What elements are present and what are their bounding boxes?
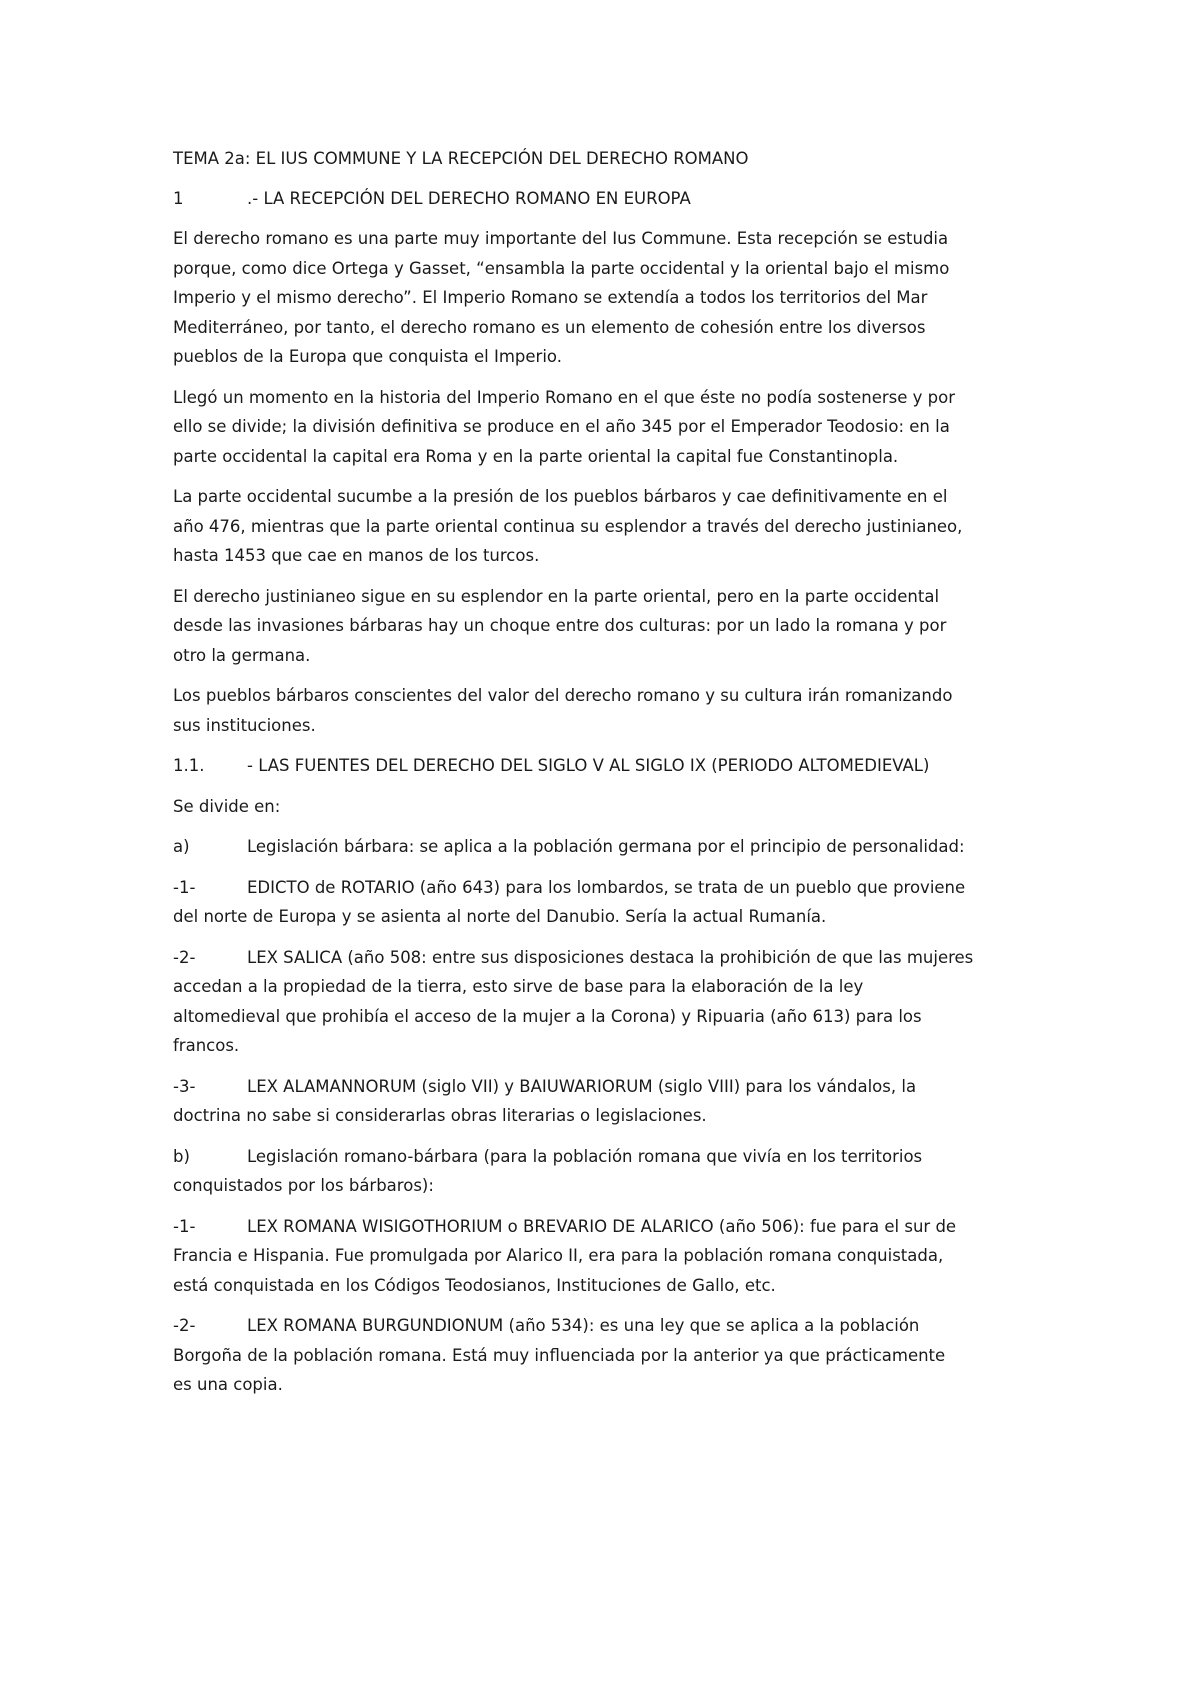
list-item-line: LEX SALICA (año 508: entre sus disposiciones destaca la prohibición de que las mujeres (247, 947, 974, 967)
paragraph-line: Los pueblos bárbaros conscientes del valor del derecho romano y su cultura irán romanizando (173, 686, 953, 705)
paragraph-line: Imperio y el mismo derecho”. El Imperio Romano se extendía a todos los territorios del Mar (173, 288, 928, 307)
section-number: 1 (173, 188, 184, 208)
list-item-line: del norte de Europa y se asienta al norte del Danubio. Sería la actual Rumanía. (173, 907, 827, 926)
list-item-line: conquistados por los bárbaros): (173, 1176, 434, 1195)
paragraph-line: hasta 1453 que cae en manos de los turcos. (173, 546, 540, 565)
list-item-line: está conquistada en los Códigos Teodosianos, Instituciones de Gallo, etc. (173, 1275, 776, 1295)
list-item-line: es una copia. (173, 1375, 283, 1394)
list-item-line: doctrina no sabe si considerarlas obras literarias o legislaciones. (173, 1106, 707, 1125)
list-item (173, 1072, 1080, 1131)
list-item (173, 1142, 1080, 1201)
paragraph-line: ello se divide; la división definitiva se produce en el año 345 por el Emperador Teodosio: en la (173, 417, 950, 436)
paragraph-line: Mediterráneo, por tanto, el derecho romano es un elemento de cohesión entre los diversos (173, 317, 926, 337)
paragraph-line: otro la germana. (173, 645, 311, 665)
section-heading-1-1 (173, 751, 1080, 781)
list-marker: -1- (173, 1216, 196, 1236)
list-item-line: Borgoña de la población romana. Está muy influenciada por la anterior ya que prácticamente (173, 1345, 946, 1365)
paragraph-line: parte occidental la capital era Roma y en la parte oriental la capital fue Constantinopla. (173, 446, 899, 466)
list-item (173, 832, 1080, 862)
divide-text: Se divide en: (173, 796, 281, 816)
list-marker: -3- (173, 1076, 196, 1096)
list-item-line: EDICTO de ROTARIO (año 643) para los lombardos, se trata de un pueblo que proviene (247, 877, 966, 897)
paragraph-line: El derecho romano es una parte muy importante del Ius Commune. Esta recepción se estudia (173, 229, 949, 248)
list-item-line: francos. (173, 1036, 240, 1055)
paragraph-line: pueblos de la Europa que conquista el Imperio. (173, 347, 562, 366)
list-item-line: LEX ALAMANNORUM (siglo VII) y BAIUWARIORUM (siglo VIII) para los vándalos, la (247, 1076, 917, 1096)
paragraph-line: porque, como dice Ortega y Gasset, “ensambla la parte occidental y la oriental bajo el mismo (173, 258, 950, 278)
document-title: TEMA 2a: EL IUS COMMUNE Y LA RECEPCIÓN DEL DERECHO ROMANO (173, 149, 749, 168)
list-item (173, 873, 1080, 932)
paragraph (173, 224, 1080, 372)
section-number: 1.1. (173, 756, 205, 775)
list-item-line: Legislación bárbara: se aplica a la población germana por el principio de personalidad: (247, 837, 965, 856)
paragraph-line: desde las invasiones bárbaras hay un choque entre dos culturas: por un lado la romana y por (173, 616, 947, 635)
intro-paragraphs (173, 224, 1080, 740)
list-item (173, 1311, 1080, 1400)
paragraph-line: La parte occidental sucumbe a la presión de los pueblos bárbaros y cae definitivamente en el (173, 487, 948, 506)
paragraph (173, 482, 1080, 571)
list-item-line: Francia e Hispania. Fue promulgada por Alarico II, era para la población romana conquistada, (173, 1246, 944, 1265)
list-marker: b) (173, 1146, 190, 1166)
list-marker: a) (173, 837, 190, 856)
list-marker: -2- (173, 1316, 196, 1335)
paragraph-line: año 476, mientras que la parte oriental continua su esplendor a través del derecho justinianeo, (173, 516, 963, 536)
paragraph-line: sus instituciones. (173, 715, 316, 735)
list-item-line: LEX ROMANA WISIGOTHORIUM o BREVARIO DE ALARICO (año 506): fue para el sur de (247, 1216, 957, 1236)
paragraph (173, 681, 1080, 740)
list-item-line: altomedieval que prohibía el acceso de la mujer a la Corona) y Ripuaria (año 613) para los (173, 1006, 922, 1026)
paragraph (173, 383, 1080, 472)
list-item (173, 1212, 1080, 1301)
section-heading-1 (173, 184, 1080, 214)
list-item-line: LEX ROMANA BURGUNDIONUM (año 534): es una ley que se aplica a la población (247, 1316, 920, 1335)
list-marker: -1- (173, 877, 196, 897)
list-marker: -2- (173, 947, 196, 967)
section-title: - LAS FUENTES DEL DERECHO DEL SIGLO V AL SIGLO IX (PERIODO ALTOMEDIEVAL) (247, 756, 930, 775)
list-item (173, 943, 1080, 1061)
paragraph-line: El derecho justinianeo sigue en su esplendor en la parte oriental, pero en la parte occidental (173, 586, 940, 606)
section-title: .- LA RECEPCIÓN DEL DERECHO ROMANO EN EUROPA (247, 188, 691, 208)
paragraph (173, 582, 1080, 671)
paragraph-line: Llegó un momento en la historia del Imperio Romano en el que éste no podía sostenerse y por (173, 387, 956, 407)
list-item-line: accedan a la propiedad de la tierra, esto sirve de base para la elaboración de la ley (173, 977, 864, 996)
source-list (173, 832, 1080, 1400)
list-item-line: Legislación romano-bárbara (para la población romana que vivía en los territorios (247, 1146, 923, 1166)
